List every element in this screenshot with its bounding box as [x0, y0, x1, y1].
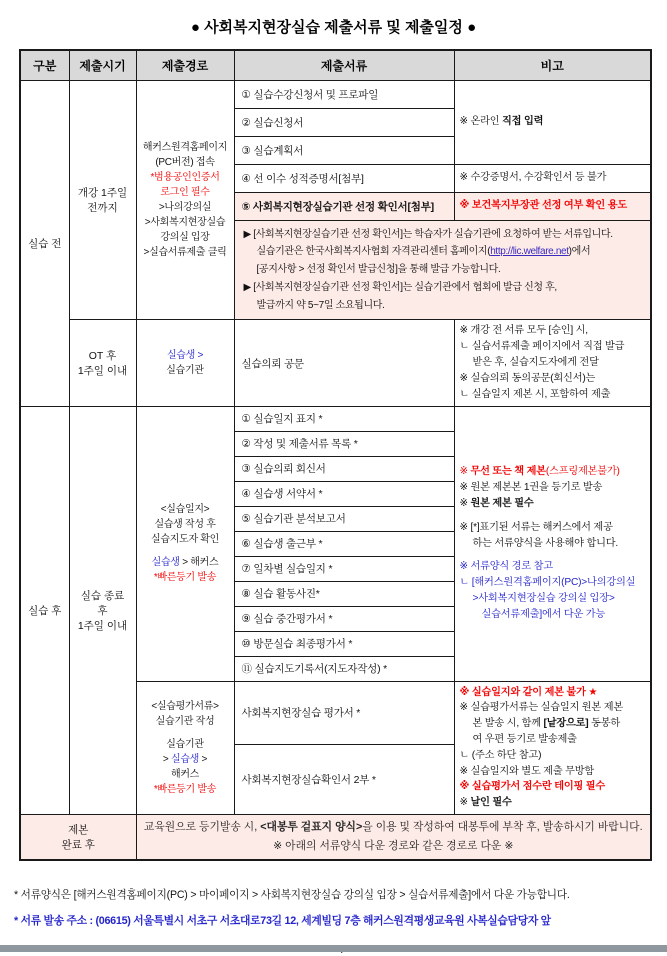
doc-item-ot: 실습의뢰 공문 [234, 320, 454, 406]
note-text: ※ 온라인 [459, 116, 503, 128]
welfare-link[interactable]: http://lic.welfare.net [490, 246, 569, 258]
doc-item-post2: ② 작성 및 제출서류 목록 * [234, 431, 454, 456]
binding-line1 [141, 818, 647, 836]
spacer [460, 551, 646, 559]
table-header-row [20, 50, 651, 80]
spacer [141, 729, 230, 737]
binding-label-line2: 완료 후 [61, 838, 95, 851]
note-text-bold: 직접 입력 [502, 116, 544, 128]
footer-note-address: * 서류 발송 주소 : (06615) 서울특별시 서초구 서초대로73길 12, 세계빌딩 7층 해커스원격평생교육원 사복실습담당자 앞 [14, 914, 551, 927]
route-line: >실습서류제출 클릭 [143, 246, 227, 258]
post-time-line1: 실습 종료 [80, 589, 125, 602]
note-line [460, 716, 646, 732]
route-warning: *범용공인인증서 [150, 171, 220, 183]
post-time-cell [69, 406, 136, 815]
post-time-line3: 1주일 이내 [77, 619, 128, 632]
post-time-line2: 후 [97, 604, 108, 617]
note-text: ※ [459, 498, 471, 510]
pre-time-line1: 개강 1주일 [77, 186, 128, 199]
note-line: ※ [*]표기된 서류는 해커스에서 제공 [459, 521, 613, 533]
doc-item-post5: ⑤ 실습기관 분석보고서 [234, 506, 454, 531]
note-line-blue: >사회복지현장실습 강의실 입장> [472, 593, 615, 605]
doc-item-post6: ⑥ 실습생 출근부 * [234, 531, 454, 556]
route-line: 해커스원격홈페이지 [142, 141, 228, 153]
doc-item-eval2: 사회복지현장실습확인서 2부 * [234, 745, 454, 815]
submission-table [19, 49, 652, 861]
route-line: 실습기관 작성 [155, 715, 215, 727]
note-line: ※ 실습평가서류는 실습일지 원본 제본 [459, 702, 623, 714]
doc-item-post4: ④ 실습생 서약서 * [234, 481, 454, 506]
note-ministry-check: ※ 보건복지부장관 선정 여부 확인 용도 [454, 192, 651, 220]
col-header-time: 제출시기 [69, 50, 136, 80]
doc-item-pre1: ① 실습수강신청서 및 프로파일 [234, 80, 454, 108]
note-line-blue: 실습서류제출]에서 다운 가능 [481, 608, 606, 620]
spacer [460, 512, 646, 520]
note-line: 받은 후, 실습지도자에게 전달 [472, 357, 599, 369]
note-line-red: ※ 실습평가서 점수란 테이핑 필수 [459, 781, 606, 793]
route-line: >나의강의실 [158, 201, 212, 213]
doc-item-post9: ⑨ 실습 중간평가서 * [234, 606, 454, 631]
route-line: 해커스 [170, 768, 200, 780]
col-header-docs: 제출서류 [234, 50, 454, 80]
route-line: <실습일지> [160, 504, 210, 516]
binding-instruction-cell [136, 815, 651, 860]
binding-text: 을 이용 및 작성하여 대봉투에 부착 후, 발송하시기 바랍니다. [362, 821, 643, 834]
doc-item-pre2: ② 실습신청서 [234, 108, 454, 136]
col-header-note: 비고 [454, 50, 651, 80]
route-line: 실습생 작성 후 [154, 519, 216, 531]
note-text-red: ※ [459, 466, 471, 478]
note-line: ※ 개강 전 서류 모두 [승인] 시, [459, 325, 588, 337]
eval-note-cell [454, 681, 651, 815]
route-line: (PC버전) 접속 [155, 156, 215, 168]
note-line [460, 795, 646, 811]
note-cert-invalid: ※ 수강증명서, 수강확인서 등 불가 [454, 164, 651, 192]
page-title: ● 사회복지현장실습 제출서류 및 제출일정 ● [190, 19, 477, 36]
note-line: ※ 실습의뢰 동의공문(회신서)는 [459, 372, 596, 384]
route-text: > [162, 753, 171, 765]
ot-route-cell [136, 320, 234, 406]
notice-text: )에서 [568, 246, 591, 258]
pre-time-line2: 전까지 [87, 201, 118, 214]
ot-row [20, 320, 651, 406]
col-header-route: 제출경로 [136, 50, 234, 80]
route-line: 강의실 입장 [160, 231, 210, 243]
doc-item-post7: ⑦ 일차별 실습일지 * [234, 556, 454, 581]
note-line [460, 464, 646, 480]
binding-label-line1: 제본 [68, 823, 89, 836]
binding-text: 교육원으로 등기발송 시, [143, 821, 261, 834]
note-line: ※ 원본 제본본 1권을 등기로 발송 [459, 482, 603, 494]
route-warning: *빠른등기 발송 [153, 572, 217, 584]
note-line-red: ※ 실습일지와 같이 제본 불가 ★ [459, 686, 598, 698]
doc-item-pre3: ③ 실습계획서 [234, 136, 454, 164]
route-text-blue: 실습생 [151, 557, 180, 569]
notice-line [244, 243, 642, 261]
note-line-blue: ※ 서류양식 경로 참고 [459, 561, 553, 573]
spacer [141, 547, 230, 555]
note-line: 여 우편 등기로 발송제출 [472, 733, 577, 745]
doc-item-post10: ⑩ 방문실습 최종평가서 * [234, 631, 454, 656]
notice-text: 실습기관은 한국사회복지사협회 자격관리센터 홈페이지( [256, 246, 491, 258]
note-line: ㄴ (주소 하단 참고) [459, 749, 542, 761]
note-text-red-bold: 무선 또는 책 제본 [470, 466, 546, 478]
notice-line: ▶ [사회복지현장실습기관 선정 확인서]는 실습기관에서 협회에 발급 신청 후, [243, 281, 557, 293]
ot-time-cell [69, 320, 136, 406]
note-line [460, 496, 646, 512]
ot-time-line1: OT 후 [88, 350, 117, 363]
notice-line: ▶ [사회복지현장실습기관 선정 확인서]는 학습자가 실습기관에 요청하여 받는 서류입니다. [243, 228, 613, 240]
notice-line: [공지사항 > 선정 확인서 발급신청]을 통해 발급 가능합니다. [256, 264, 501, 276]
binding-line2: ※ 아래의 서류양식 다운 경로와 같은 경로로 다운 ※ [273, 839, 514, 852]
route-warning: 로그인 필수 [160, 186, 210, 198]
note-text-red: (스프링제본불가) [545, 466, 620, 478]
pre-route-cell [136, 80, 234, 320]
table-row [20, 406, 651, 431]
note-text: 동봉하 [588, 718, 621, 730]
route-line: >사회복지현장실습 [144, 216, 226, 228]
journal-route-cell [136, 406, 234, 681]
eval-route-cell [136, 681, 234, 815]
route-text: > [199, 753, 208, 765]
horizontal-scrollbar[interactable] [0, 945, 667, 952]
doc-item-post11: ⑪ 실습지도기록서(지도자작성) * [234, 656, 454, 681]
pre-time-cell [69, 80, 136, 320]
binding-label-cell [20, 815, 136, 860]
route-line: 실습생 > [166, 350, 204, 362]
col-header-gubun: 구분 [20, 50, 69, 80]
notice-line: 발급까지 약 5~7일 소요됩니다. [256, 299, 385, 311]
route-line: <실습평가서류> [151, 700, 219, 712]
note-line: ㄴ 실습일지 제본 시, 포함하여 제출 [459, 388, 611, 400]
route-warning: *빠른등기 발송 [153, 783, 217, 795]
binding-row [20, 815, 651, 860]
route-line: 실습기관 [166, 365, 204, 377]
footer-note-form-path: * 서류양식은 [해커스원격홈페이지(PC) > 마이페이지 > 사회복지현장실습 강의실 입장 > 실습서류제출]에서 다운 가능합니다. [14, 888, 570, 901]
route-line [141, 555, 230, 570]
route-line: 실습기관 [166, 738, 204, 750]
journal-note-cell [454, 406, 651, 681]
note-line: ※ 실습일지와 별도 제출 무방함 [459, 765, 595, 777]
ot-note-cell [454, 320, 651, 406]
route-line [141, 752, 230, 767]
section-label-post: 실습 후 [20, 406, 69, 815]
note-line: 하는 서류양식을 사용해야 합니다. [472, 537, 618, 549]
note-line-blue: ㄴ [해커스원격홈페이지(PC)>나의강의실 [459, 577, 636, 589]
route-text: > 해커스 [179, 557, 219, 569]
binding-text-bold: <대봉투 겉표지 양식> [260, 821, 363, 834]
doc-item-pre4: ④ 선 이수 성적증명서[첨부] [234, 164, 454, 192]
doc-item-post3: ③ 실습의뢰 회신서 [234, 456, 454, 481]
note-text-bold: 날인 필수 [470, 797, 512, 809]
note-text: 본 발송 시, 함께 [472, 718, 544, 730]
note-online-input [454, 80, 651, 164]
selection-cert-notice [234, 220, 651, 320]
note-text-bold: [낱장으로] [543, 718, 589, 730]
section-label-pre: 실습 전 [20, 80, 69, 406]
doc-item-post8: ⑧ 실습 활동사진* [234, 581, 454, 606]
doc-item-pre5: ⑤ 사회복지현장실습기관 선정 확인서[첨부] [234, 192, 454, 220]
doc-item-eval1: 사회복지현장실습 평가서 * [234, 681, 454, 745]
ot-time-line2: 1주일 이내 [77, 365, 128, 378]
route-text-blue: 실습생 [170, 753, 200, 765]
table-row [20, 80, 651, 108]
note-line: ㄴ 실습서류제출 페이지에서 직접 발급 [459, 341, 625, 353]
note-text-bold: 원본 제본 필수 [470, 498, 534, 510]
note-text: ※ [459, 797, 471, 809]
route-line: 실습지도자 확인 [151, 534, 219, 546]
doc-item-post1: ① 실습일지 표지 * [234, 406, 454, 431]
